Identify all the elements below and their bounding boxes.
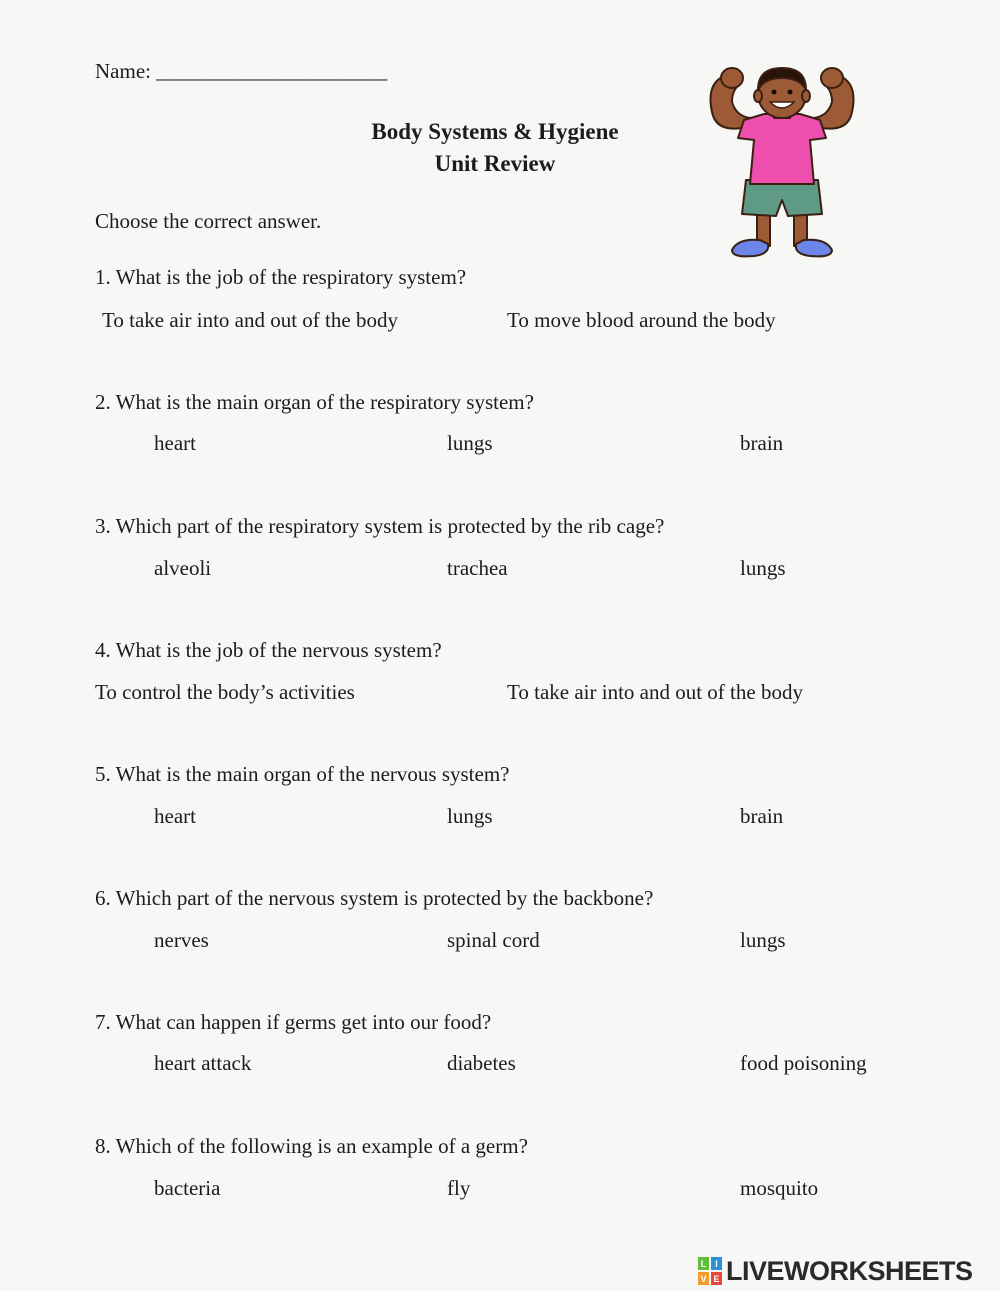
question-2: 2. What is the main organ of the respiratory system? — [95, 390, 534, 414]
svg-text:I: I — [715, 1259, 718, 1269]
q5-option-1[interactable]: heart — [154, 804, 196, 828]
svg-text:V: V — [700, 1274, 707, 1284]
q6-option-1[interactable]: nerves — [154, 928, 209, 952]
question-5: 5. What is the main organ of the nervous system? — [95, 762, 510, 786]
worksheet-subtitle: Unit Review — [434, 151, 556, 176]
q7-option-1[interactable]: heart attack — [154, 1051, 252, 1075]
q6-option-3[interactable]: lungs — [740, 928, 786, 952]
flexing-boy-illustration — [702, 62, 862, 264]
q8-option-3[interactable]: mosquito — [740, 1176, 819, 1200]
q8-option-1[interactable]: bacteria — [154, 1176, 221, 1200]
q2-option-1[interactable]: heart — [154, 431, 196, 455]
q8-option-2[interactable]: fly — [447, 1176, 471, 1200]
q7-option-2[interactable]: diabetes — [447, 1051, 516, 1075]
q5-option-3[interactable]: brain — [740, 804, 784, 828]
question-6: 6. Which part of the nervous system is protected by the backbone? — [95, 886, 654, 910]
q4-option-2[interactable]: To take air into and out of the body — [507, 680, 803, 704]
q5-option-2[interactable]: lungs — [447, 804, 493, 828]
question-1: 1. What is the job of the respiratory system? — [95, 265, 467, 289]
q3-option-3[interactable]: lungs — [740, 556, 786, 580]
svg-text:E: E — [713, 1274, 720, 1284]
q3-option-1[interactable]: alveoli — [154, 556, 212, 580]
q2-option-3[interactable]: brain — [740, 431, 784, 455]
liveworksheets-logo[interactable] — [698, 1256, 973, 1286]
question-7: 7. What can happen if germs get into our food? — [95, 1010, 492, 1034]
worksheet-title: Body Systems & Hygiene — [371, 119, 619, 144]
question-4: 4. What is the job of the nervous system? — [95, 638, 442, 662]
question-8: 8. Which of the following is an example of a germ? — [95, 1134, 528, 1158]
question-3: 3. Which part of the respiratory system is protected by the rib cage? — [95, 514, 665, 538]
liveworksheets-wordmark: LIVEWORKSHEETS — [726, 1255, 973, 1286]
q3-option-2[interactable]: trachea — [447, 556, 508, 580]
q2-option-2[interactable]: lungs — [447, 431, 493, 455]
name-field[interactable]: Name: ______________________ — [95, 59, 388, 83]
q4-option-1[interactable]: To control the body’s activities — [95, 680, 355, 704]
instructions: Choose the correct answer. — [95, 209, 322, 233]
liveworksheets-badge-icon — [698, 1257, 722, 1285]
q1-option-2[interactable]: To move blood around the body — [507, 308, 776, 332]
q7-option-3[interactable]: food poisoning — [740, 1051, 867, 1075]
svg-text:L: L — [700, 1259, 707, 1269]
q6-option-2[interactable]: spinal cord — [447, 928, 540, 952]
q1-option-1[interactable]: To take air into and out of the body — [102, 308, 398, 332]
